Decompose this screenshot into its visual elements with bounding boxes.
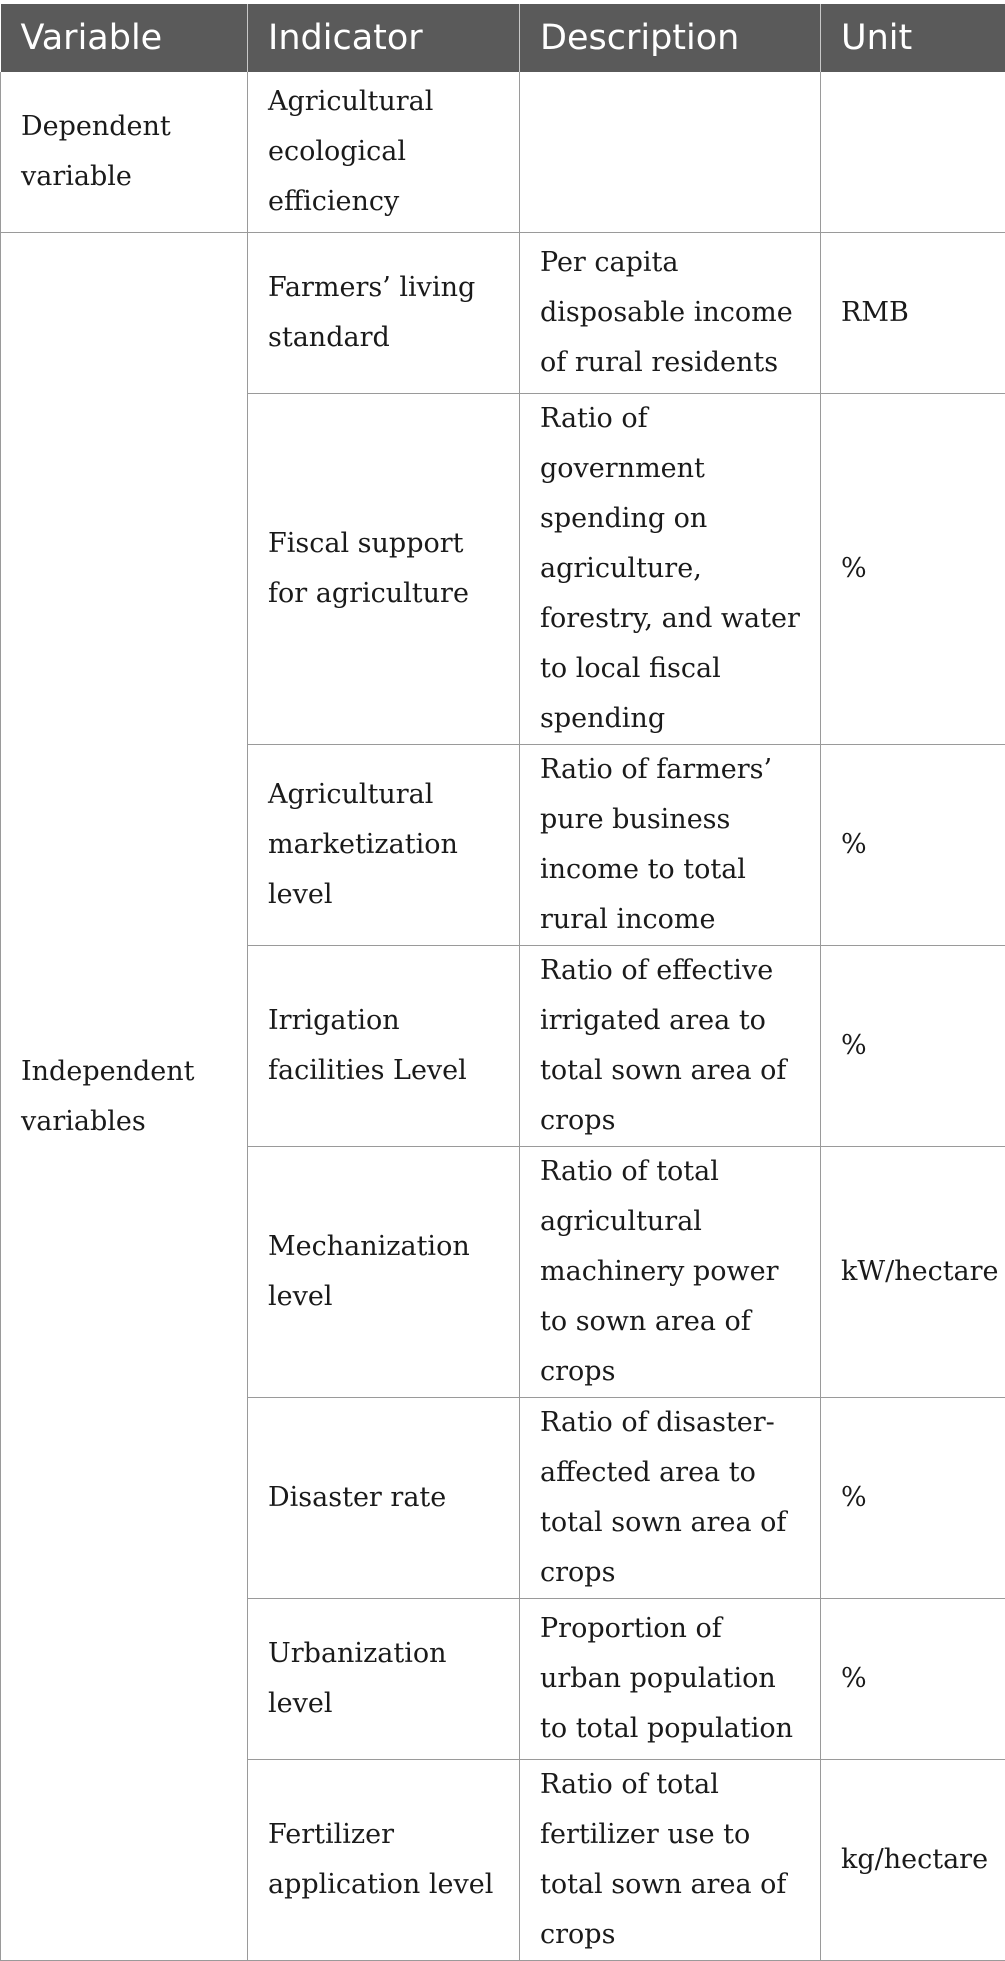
header-description: Description bbox=[520, 4, 821, 72]
variables-table-container bbox=[0, 4, 1005, 1961]
cell-unit bbox=[821, 72, 1005, 233]
cell-indicator: Farmers’ living standard bbox=[248, 233, 520, 394]
cell-unit: RMB bbox=[821, 233, 1005, 394]
cell-unit: % bbox=[821, 1599, 1005, 1760]
cell-description: Ratio of total fertilizer use to total sown area of crops bbox=[520, 1760, 821, 1961]
variables-table bbox=[0, 4, 1005, 1961]
cell-variable: Dependent variable bbox=[1, 72, 248, 233]
cell-unit: % bbox=[821, 745, 1005, 946]
cell-description: Ratio of government spending on agriculture, forestry, and water to local fiscal spending bbox=[520, 394, 821, 745]
header-row bbox=[1, 4, 1005, 72]
cell-indicator: Mechanization level bbox=[248, 1147, 520, 1398]
cell-unit: % bbox=[821, 946, 1005, 1147]
cell-unit: kg/hectare bbox=[821, 1760, 1005, 1961]
cell-variable: Independent variables bbox=[1, 233, 248, 1961]
cell-indicator: Agricultural ecological efficiency bbox=[248, 72, 520, 233]
cell-indicator: Agricultural marketization level bbox=[248, 745, 520, 946]
cell-description: Proportion of urban population to total population bbox=[520, 1599, 821, 1760]
cell-description: Ratio of disaster-affected area to total sown area of crops bbox=[520, 1398, 821, 1599]
cell-description: Per capita disposable income of rural residents bbox=[520, 233, 821, 394]
table-row bbox=[1, 233, 1005, 394]
cell-indicator: Fertilizer application level bbox=[248, 1760, 520, 1961]
cell-description: Ratio of effective irrigated area to total sown area of crops bbox=[520, 946, 821, 1147]
header-variable: Variable bbox=[1, 4, 248, 72]
cell-description: Ratio of total agricultural machinery power to sown area of crops bbox=[520, 1147, 821, 1398]
table-row bbox=[1, 72, 1005, 233]
cell-description: Ratio of farmers’ pure business income to total rural income bbox=[520, 745, 821, 946]
cell-unit: % bbox=[821, 1398, 1005, 1599]
header-indicator: Indicator bbox=[248, 4, 520, 72]
cell-unit: % bbox=[821, 394, 1005, 745]
cell-description bbox=[520, 72, 821, 233]
cell-indicator: Fiscal support for agriculture bbox=[248, 394, 520, 745]
cell-indicator: Urbanization level bbox=[248, 1599, 520, 1760]
cell-unit: kW/hectare bbox=[821, 1147, 1005, 1398]
cell-indicator: Irrigation facilities Level bbox=[248, 946, 520, 1147]
header-unit: Unit bbox=[821, 4, 1005, 72]
cell-indicator: Disaster rate bbox=[248, 1398, 520, 1599]
